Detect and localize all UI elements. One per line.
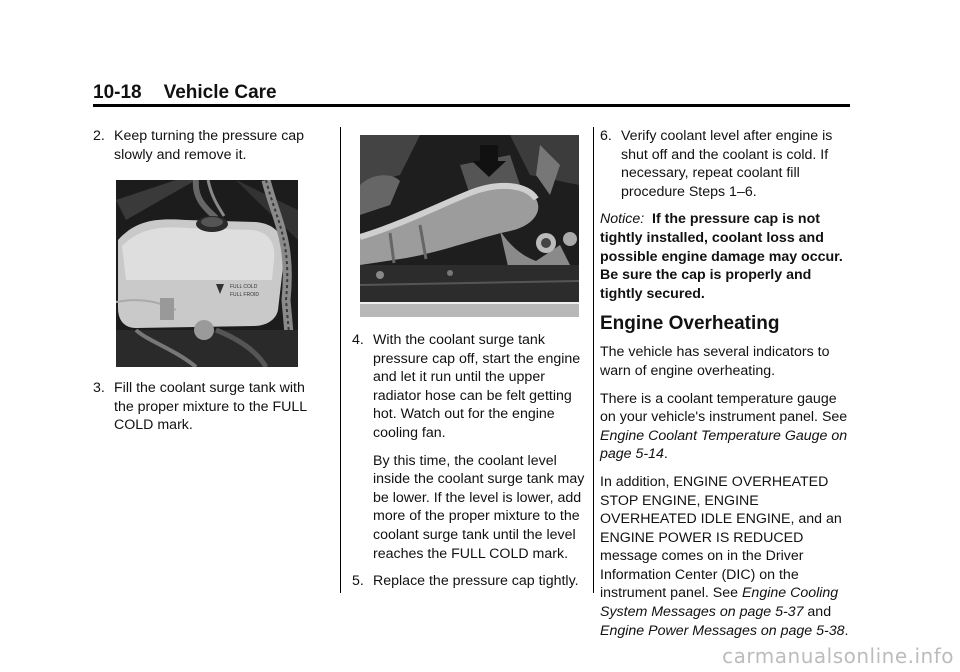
step-text: Fill the coolant surge tank with the proper mixture to the FULL COLD mark. (114, 380, 307, 434)
gauge-link[interactable]: Engine Coolant Temperature Gauge on page 5-14 (600, 427, 848, 463)
tank-label-1: FULL COLD (230, 284, 258, 290)
surge-tank-photo (116, 180, 298, 367)
paragraph-messages (600, 473, 850, 640)
watermark: carmanualsonline.info (722, 644, 954, 668)
step-number: 3. (93, 380, 105, 396)
radiator-hose-illustration (360, 135, 579, 317)
step-number: 2. (93, 128, 105, 144)
cooling-messages-link[interactable]: Engine Cooling System Messages on page 5-37 (600, 585, 839, 621)
messages-text: In addition, ENGINE OVERHEATED STOP ENGINE, ENGINE OVERHEATED IDLE ENGINE, and an ENGINE POWER IS REDUCED message comes on in the Driver Information Center (DIC) on the instrument panel. See (600, 473, 842, 602)
step-number: 6. (600, 128, 612, 144)
notice-text: If the pressure cap is not tightly installed, coolant loss and possible engine damage may occur. Be sure the cap is properly and tightly secured. (600, 211, 843, 302)
page-number: 10-18 (93, 82, 142, 103)
page-header (93, 82, 850, 104)
column-divider-2 (593, 127, 594, 593)
surge-tank-illustration (116, 180, 298, 367)
step-5 (352, 572, 588, 591)
step-2 (93, 127, 321, 164)
paragraph-gauge (600, 390, 850, 464)
step-4-detail: By this time, the coolant level inside the coolant surge tank may be lower. If the level is lower, add more of the proper mixture to the coolant surge tank until the level reaches the FULL COLD mark. (373, 452, 585, 562)
step-text: Verify coolant level after engine is shut off and the coolant is cold. If necessary, repeat coolant fill procedure Steps 1–6. (621, 128, 833, 200)
step-number: 4. (352, 332, 364, 348)
power-messages-link[interactable]: Engine Power Messages on page 5-38 (600, 622, 845, 639)
section-title: Vehicle Care (163, 82, 277, 103)
header-rule (93, 104, 850, 107)
column-right (600, 127, 850, 649)
step-text: With the coolant surge tank pressure cap off, start the engine and let it run until the upper radiator hose can be felt getting hot. Watch out for the engine cooling fan. (373, 332, 581, 441)
step-text: Keep turning the pressure cap slowly and remove it. (114, 128, 305, 163)
step-6 (600, 127, 850, 201)
notice-label: Notice: (600, 211, 645, 228)
tank-label-2: FULL FROID (230, 292, 259, 298)
radiator-hose-photo (360, 135, 579, 317)
step-3 (93, 379, 321, 435)
gauge-text: There is a coolant temperature gauge on your vehicle's instrument panel. See (600, 390, 848, 426)
step-4 (352, 331, 588, 443)
column-middle (352, 331, 588, 591)
paragraph-indicators: The vehicle has several indicators to warn of engine overheating. (600, 344, 830, 379)
column-left-lower (93, 379, 321, 435)
gauge-text-end: . (663, 446, 668, 463)
messages-end: . (844, 622, 849, 639)
step-number: 5. (352, 573, 364, 590)
column-divider-1 (340, 127, 341, 593)
notice (600, 210, 850, 303)
column-left (93, 127, 321, 164)
step-text: Replace the pressure cap tightly. (373, 573, 579, 590)
messages-and: and (803, 604, 832, 621)
section-heading: Engine Overheating (600, 313, 780, 335)
